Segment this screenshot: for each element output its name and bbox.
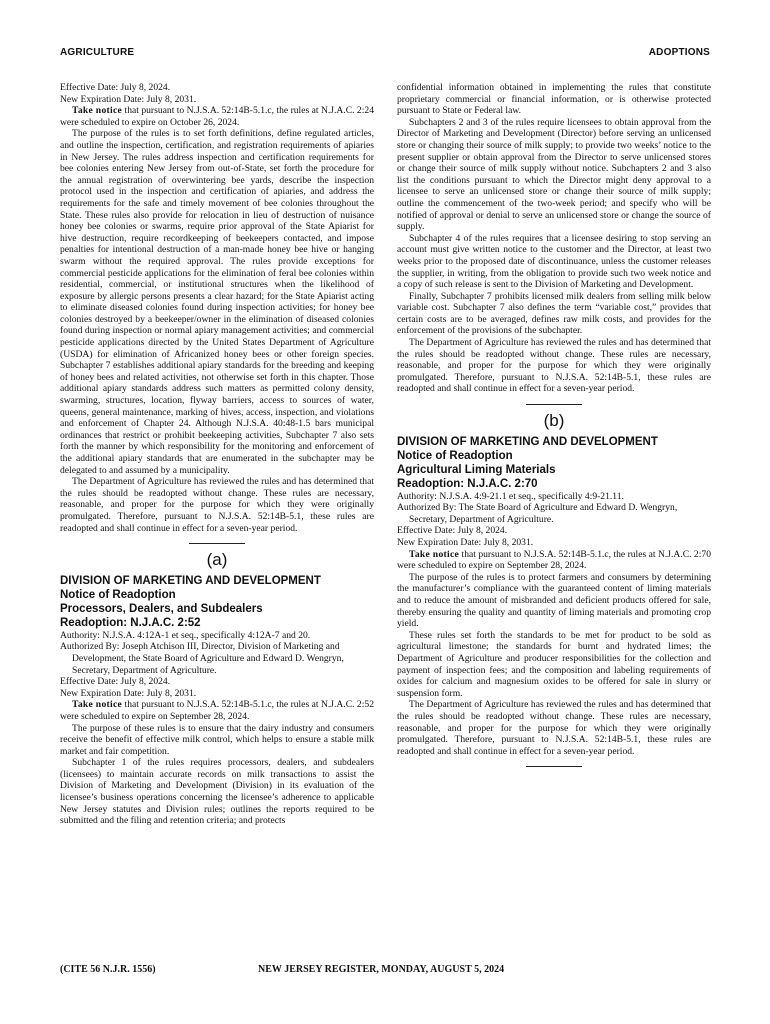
expiration-date: New Expiration Date: July 8, 2031. <box>60 93 197 105</box>
take-notice-paragraph <box>60 699 374 722</box>
section-divider <box>526 404 582 405</box>
expiration-date: New Expiration Date: July 8, 2031. <box>60 687 197 699</box>
take-notice-text: that pursuant to N.J.S.A. 52:14B-5.1.c, the rules at N.J.A.C. 2:70 were scheduled to expire on September 28, 2024. <box>397 548 711 572</box>
take-notice-paragraph <box>397 549 711 572</box>
effective-date: Effective Date: July 8, 2024. <box>397 525 508 537</box>
readoption-heading: Readoption: N.J.A.C. 2:70 <box>397 477 538 490</box>
purpose-paragraph: The purpose of the rules is to protect farmers and consumers by determining the manufacturer’s compliance with the guaranteed content of liming materials and to reduce the amount of misbranded and deficient products offered for sale, thereby ensuring the quality and quantity of liming materials and promoting crop yield. <box>397 571 711 630</box>
authority-line: Authority: N.J.S.A. 4:12A-1 et seq., specifically 4:12A-7 and 20. <box>60 629 311 641</box>
purpose-paragraph: The purpose of these rules is to ensure that the dairy industry and consumers receive the benefit of effective milk control, which helps to ensure a stable milk market and fair competition. <box>60 722 374 757</box>
section-mark-b: (b) <box>543 411 565 431</box>
readoption-paragraph: The Department of Agriculture has reviewed the rules and has determined that the rules should be readopted without change. These rules are necessary, reasonable, and proper for the purpose for which they were originally promulgated. Therefore, pursuant to N.J.S.A. 52:14B-5.1, these rules are readopted and shall continue in effect for a seven-year period. <box>397 699 711 757</box>
footer-citation: (CITE 56 N.J.R. 1556) <box>60 964 156 975</box>
effective-date: Effective Date: July 8, 2024. <box>60 676 171 688</box>
effective-date: Effective Date: July 8, 2024. <box>60 82 171 93</box>
readoption-heading: Readoption: N.J.A.C. 2:52 <box>60 616 201 629</box>
continued-paragraph: confidential information obtained in implementing the rules that constitute proprietary commercial or financial information, or is otherwise protected pursuant to State or Federal law. <box>397 82 711 117</box>
subchapter-7-paragraph: Finally, Subchapter 7 prohibits licensed milk dealers from selling milk below variable cost. Subchapter 7 also defines the term “variable cost,” provides that certain costs are to be averaged, defines raw milk costs, and provides for the enforcement of the provisions of the subchapter. <box>397 290 711 337</box>
running-header-section: AGRICULTURE <box>60 47 135 58</box>
right-column <box>397 82 711 777</box>
authorized-by-line: Authorized By: The State Board of Agriculture and Edward D. Wengryn, Secretary, Department of Agriculture. <box>397 502 678 525</box>
purpose-paragraph: The purpose of the rules is to set forth definitions, define regulated articles, and outline the inspection, certification, and registration requirements of apiaries in New Jersey. The rules address inspection and certification requirements for bee colonies entering New Jersey from out-of-State, set forth the procedure for the annual registration of overwintering bee yards, describe the inspection protocol used in the inspection and certification of apiaries, and address the requirements for the safe and timely movement of bee colonies throughout the State. These rules also provide for relocation in lieu of destruction of nuisance honey bee colonies or swarms, require prior approval of the State Apiarist for hive destruction, require recordkeeping of beekeepers contacted, and impose penalties for intentional destruction of a man-made honey bee hive or hanging swarm without the required approval. The rules provide exceptions for commercial pesticide applications for the elimination of feral bee colonies within residential, commercial, or institutional structures when the likelihood of exposure by allergic persons presents a clear hazard; for the State Apiarist acting to eliminate diseased colonies found during inspection activities; for honey bee colonies destroyed by a beekeeper/owner in the elimination of diseased colonies found during inspection or normal apiary management activities; and commercial pesticide applications directed by the United States Department of Agriculture (USDA) for elimination of Africanized honey bees or other foreign species. Subchapter 7 establishes additional apiary standards for the breeding and keeping of honey bees and related activities, not otherwise set forth in this chapter. Those additional apiary standards address such matters as permitted colony density, swarming, structures, location, flyway barriers, access to sources of water, queens, general maintenance, marking of hives, access, inspection, and violations and enforcement of Chapter 24. Although N.J.S.A. 40:48-1.5 bars municipal ordinances that restrict or prohibit beekeeping activities, Subchapter 7 also sets forth the manner by which responsibility for the monitoring and enforcement of the additional apiary standards that are enumerated in the subchapter may be delegated to and assumed by a municipality. <box>60 128 374 476</box>
section-divider <box>526 766 582 767</box>
running-header-type: ADOPTIONS <box>648 47 710 58</box>
subchapter-4-paragraph: Subchapter 4 of the rules requires that a licensee desiring to stop serving an account must give written notice to the customer and the Director, at least two weeks prior to the proposed date of discontinuance, unless the customer releases the supplier, in writing, from the obligation to provide such two week notice and a copy of such release is sent to the Division of Marketing and Development. <box>397 232 711 291</box>
take-notice-lead: Take notice <box>409 548 460 560</box>
take-notice-text: that pursuant to N.J.S.A. 52:14B-5.1.c, the rules at N.J.A.C. 2:52 were scheduled to expire on September 28, 2024. <box>60 699 374 722</box>
take-notice-lead: Take notice <box>72 105 123 117</box>
left-column <box>60 82 374 827</box>
notice-heading: Notice of Readoption <box>397 449 513 462</box>
subject-heading: Agricultural Liming Materials <box>397 463 556 476</box>
take-notice-text: that pursuant to N.J.S.A. 52:14B-5.1.c, the rules at N.J.A.C. 2:24 were scheduled to expire on October 26, 2024. <box>60 105 374 128</box>
section-divider <box>189 543 245 544</box>
subchapter-1-paragraph: Subchapter 1 of the rules requires processors, dealers, and subdealers (licensees) to maintain accurate records on milk transactions to assist the Division of Marketing and Development (Division) in its evaluation of the licensee’s business operations concerning the licensee’s adherence to applicable New Jersey statutes and Division rules; outlines the reports required to be submitted and the filing and retention criteria; and protects <box>60 757 374 827</box>
division-heading: DIVISION OF MARKETING AND DEVELOPMENT <box>397 435 658 448</box>
take-notice-paragraph <box>60 105 374 128</box>
take-notice-lead: Take notice <box>72 699 123 711</box>
authorized-by-line: Authorized By: Joseph Atchison III, Director, Division of Marketing and Development, the State Board of Agriculture and Edward D. Wengryn, Secretary, Department of Agriculture. <box>60 641 344 676</box>
authority-line: Authority: N.J.S.A. 4:9-21.1 et seq., specifically 4:9-21.11. <box>397 490 624 502</box>
footer-register-date: NEW JERSEY REGISTER, MONDAY, AUGUST 5, 2024 <box>258 964 505 975</box>
notice-heading: Notice of Readoption <box>60 588 176 601</box>
readoption-paragraph: The Department of Agriculture has reviewed the rules and has determined that the rules should be readopted without change. These rules are necessary, reasonable, and proper for the purpose for which they were originally promulgated. Therefore, pursuant to N.J.S.A. 52:14B-5.1, these rules are readopted and shall continue in effect for a seven-year period. <box>60 476 374 534</box>
expiration-date: New Expiration Date: July 8, 2031. <box>397 537 534 548</box>
standards-paragraph: These rules set forth the standards to be met for product to be sold as agricultural limestone; the standards for burnt and hydrated limes; the Department of Agriculture and producer responsibilities for the collection and payment of inspection fees; and the composition and labeling requirements of oxides for calcium and magnesium oxides to be offered for sale in slurry or suspension form. <box>397 629 711 699</box>
readoption-paragraph: The Department of Agriculture has reviewed the rules and has determined that the rules should be readopted without change. These rules are necessary, reasonable, and proper for the purpose for which they were originally promulgated. Therefore, pursuant to N.J.S.A. 52:14B-5.1, these rules are readopted and shall continue in effect for a seven-year period. <box>397 337 711 395</box>
subchapters-2-3-paragraph: Subchapters 2 and 3 of the rules require licensees to obtain approval from the Director of Marketing and Development (Director) before serving an unlicensed store or changing their source of milk supply; to provide two weeks’ notice to the present supplier or obtain approval from the Director to serve unlicensed stores or change their source of milk supply without notice. Subchapters 2 and 3 also list the conditions pursuant to which the Director might deny approval to a licensee to serve an unlicensed store or change their source of milk supply; outline the commencement of the two-week period; and specify who will be notified of approval or denial to serve an unlicensed store or change the source of supply. <box>397 116 711 233</box>
division-heading: DIVISION OF MARKETING AND DEVELOPMENT <box>60 574 321 587</box>
section-mark-a: (a) <box>206 550 228 570</box>
subject-heading: Processors, Dealers, and Subdealers <box>60 602 263 615</box>
